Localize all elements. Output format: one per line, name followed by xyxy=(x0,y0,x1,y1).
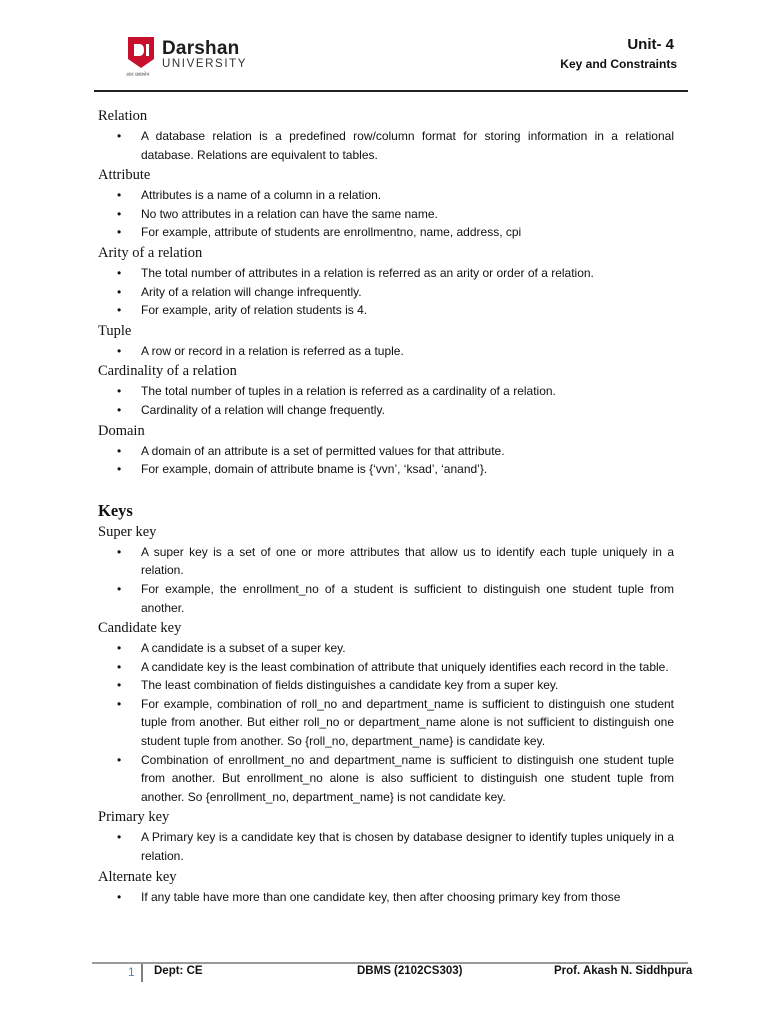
bullet-list xyxy=(98,382,674,419)
section-title: Arity of a relation xyxy=(98,244,203,261)
section xyxy=(98,107,674,164)
section-title: Primary key xyxy=(98,809,170,826)
logo-name: Darshan xyxy=(162,38,240,59)
bullet-list xyxy=(98,264,674,320)
section-title: Attribute xyxy=(98,167,151,184)
bullet-item: • A super key is a set of one or more attributes that allow us to identify each tuple uniquely in a relation. xyxy=(141,543,674,580)
footer-author: Prof. Akash N. Siddhpura xyxy=(554,965,693,977)
footer-course: DBMS (2102CS303) xyxy=(357,965,463,977)
bullet-item: • For example, arity of relation students is 4. xyxy=(141,301,674,320)
bullet-item: • Arity of a relation will change infrequently. xyxy=(141,283,674,302)
footer-dept: Dept: CE xyxy=(154,965,203,977)
bullet-item: • A candidate is a subset of a super key. xyxy=(141,639,674,658)
section-title: Relation xyxy=(98,108,148,124)
section-title: Cardinality of a relation xyxy=(98,363,237,380)
section xyxy=(98,808,674,865)
bullet-item: • The least combination of fields distinguishes a candidate key from a super key. xyxy=(141,676,674,695)
section-title: Alternate key xyxy=(98,868,177,885)
unit-title: Unit- 4 xyxy=(627,36,674,53)
section-title: Super key xyxy=(98,523,157,540)
section-title: Domain xyxy=(98,422,145,439)
bullet-item: • For example, attribute of students are enrollmentno, name, address, cpi xyxy=(141,223,674,242)
bullet-list xyxy=(98,342,674,361)
section xyxy=(98,362,674,419)
bullet-item: • A row or record in a relation is referred as a tuple. xyxy=(141,342,674,361)
section xyxy=(98,868,674,907)
bullet-item: • No two attributes in a relation can have the same name. xyxy=(141,205,674,224)
key-types xyxy=(98,523,674,907)
section-title: Candidate key xyxy=(98,620,182,637)
logo-tagline: अंतः प्रकाशेन xyxy=(126,72,150,78)
unit-subtitle: Key and Constraints xyxy=(560,57,677,71)
header-divider xyxy=(94,90,688,92)
relation-terms xyxy=(98,107,674,479)
bullet-item: • For example, combination of roll_no and department_name is sufficient to distinguish one student tuple from another. But either roll_no or department_name alone is not sufficient to distinguish one student tuple from another. So {roll_no, department_name} is candidate key. xyxy=(141,695,674,751)
section xyxy=(98,523,674,617)
university-logo xyxy=(126,35,250,79)
bullet-item: • For example, the enrollment_no of a student is sufficient to distinguish one student tuple from another. xyxy=(141,580,674,617)
bullet-item: • A Primary key is a candidate key that is chosen by database designer to identify tuples uniquely in a relation. xyxy=(141,828,674,865)
bullet-item: • Cardinality of a relation will change frequently. xyxy=(141,401,674,420)
section xyxy=(98,619,674,806)
page-number-divider xyxy=(141,964,143,982)
bullet-item: • Attributes is a name of a column in a relation. xyxy=(141,186,674,205)
bullet-list xyxy=(98,888,674,907)
page-number: 1 xyxy=(128,965,135,979)
document-body xyxy=(98,107,674,908)
bullet-list xyxy=(98,442,674,479)
bullet-item: • If any table have more than one candidate key, then after choosing primary key from those xyxy=(141,888,674,907)
bullet-item: • Combination of enrollment_no and department_name is sufficient to distinguish one student tuple from another. But enrollment_no alone is also sufficient to distinguish one student tuple from another. So {enrollment_no, department_name} is not candidate key. xyxy=(141,751,674,807)
bullet-item: • The total number of tuples in a relation is referred as a cardinality of a relation. xyxy=(141,382,674,401)
bullet-item: • A database relation is a predefined row/column format for storing information in a relational database. Relations are equivalent to tables. xyxy=(141,127,674,164)
bullet-item: • A domain of an attribute is a set of permitted values for that attribute. xyxy=(141,442,674,461)
bullet-list xyxy=(98,828,674,865)
bullet-item: • For example, domain of attribute bname is {‘vvn’, ‘ksad’, ‘anand’}. xyxy=(141,460,674,479)
bullet-list xyxy=(98,186,674,242)
section xyxy=(98,244,674,320)
bullet-item: • The total number of attributes in a relation is referred as an arity or order of a relation. xyxy=(141,264,674,283)
footer-divider xyxy=(92,962,688,964)
bullet-list xyxy=(98,639,674,806)
bullet-item: • A candidate key is the least combination of attribute that uniquely identifies each record in the table. xyxy=(141,658,674,677)
section xyxy=(98,422,674,479)
bullet-list xyxy=(98,543,674,617)
logo-university: UNIVERSITY xyxy=(162,58,248,70)
keys-heading: Keys xyxy=(98,500,133,520)
section-title: Tuple xyxy=(98,322,132,339)
section xyxy=(98,166,674,242)
darshan-logo-icon xyxy=(126,35,156,69)
bullet-list xyxy=(98,127,674,164)
section xyxy=(98,322,674,361)
